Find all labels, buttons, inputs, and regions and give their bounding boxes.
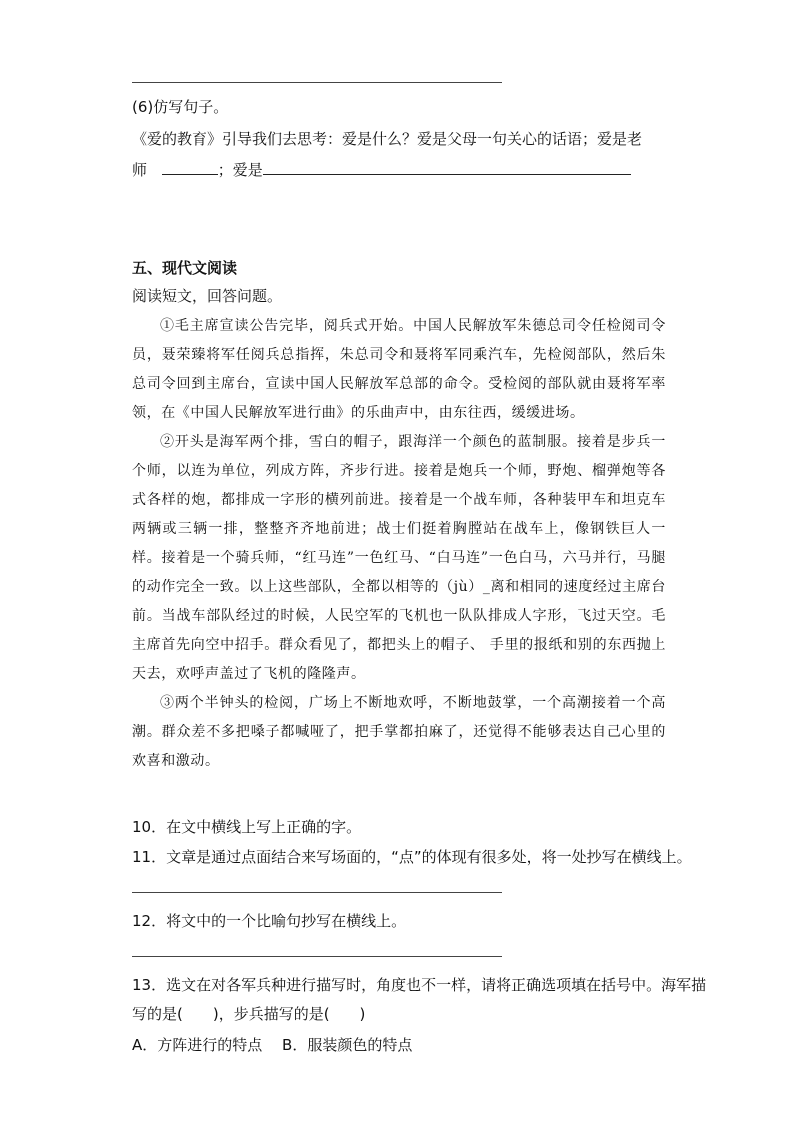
item6-title: (6)仿写句子。 xyxy=(132,98,229,116)
question-13-options: A．方阵进行的特点 B．服装颜色的特点 xyxy=(132,1036,413,1054)
item6-line2-prefix: 师 xyxy=(132,161,148,179)
question-10: 10．在文中横线上写上正确的字。 xyxy=(132,818,362,836)
item6-line1: 《爱的教育》引导我们去思考：爱是什么？爱是父母一句关心的话语；爱是老 xyxy=(132,130,643,148)
answer-line-top xyxy=(132,82,502,83)
reading-passage xyxy=(132,312,666,776)
passage-paragraph-1: ①毛主席宣读公告完毕，阅兵式开始。中国人民解放军朱德总司令任检阅司令员，聂荣臻将军任阅兵总指挥，朱总司令和聂将军同乘汽车，先检阅部队，然后朱总司令回到主席台，宣读中国人民解放军总部的命令。受检阅的部队就由聂将军率领，在《中国人民解放军进行曲》的乐曲声中，由东往西，缓缓进场。 xyxy=(132,318,666,421)
answer-line-q11[interactable] xyxy=(132,892,502,893)
passage-paragraph-3: ③两个半钟头的检阅，广场上不断地欢呼，不断地鼓掌，一个高潮接着一个高潮。群众差不多把嗓子都喊哑了，把手掌都拍麻了，还觉得不能够表达自己心里的欢喜和激动。 xyxy=(132,695,666,769)
fill-blank-teacher[interactable] xyxy=(162,160,218,175)
answer-line-q12[interactable] xyxy=(132,956,502,957)
question-11: 11．文章是通过点面结合来写场面的，“点”的体现有很多处，将一处抄写在横线上。 xyxy=(132,848,692,866)
section5-instruction: 阅读短文，回答问题。 xyxy=(132,287,283,305)
passage-paragraph-2: ②开头是海军两个排，雪白的帽子，跟海洋一个颜色的蓝制服。接着是步兵一个师，以连为单位，列成方阵，齐步行进。接着是炮兵一个师，野炮、榴弹炮等各式各样的炮，都排成一字形的横列前进。接着是一个战车师，各种装甲车和坦克车两辆或三辆一排，整整齐齐地前进；战士们挺着胸膛站在战车上，像钢铁巨人一样。接着是一个骑兵师，“红马连”一色红马、“白马连”一色白马，六马并行，马腿的动作完全一致。以上这些部队，全都以相等的（jù）_离和相同的速度经过主席台前。当战车部队经过的时候，人民空军的飞机也一队队排成人字形，飞过天空。毛主席首先向空中招手。群众看见了，都把头上的帽子、 手里的报纸和别的东西抛上天去，欢呼声盖过了飞机的隆隆声。 xyxy=(132,434,666,682)
section5-heading: 五、现代文阅读 xyxy=(132,259,238,277)
item6-line2 xyxy=(132,159,631,181)
item6-line2-mid: ；爱是 xyxy=(217,161,263,179)
question-13-line2: 写的是( )，步兵描写的是( ) xyxy=(132,1005,366,1023)
question-13-line1: 13．选文在对各军兵种进行描写时，角度也不一样，请将正确选项填在括号中。海军描 xyxy=(132,976,707,994)
question-12: 12．将文中的一个比喻句抄写在横线上。 xyxy=(132,912,407,930)
fill-blank-love[interactable] xyxy=(263,160,631,175)
